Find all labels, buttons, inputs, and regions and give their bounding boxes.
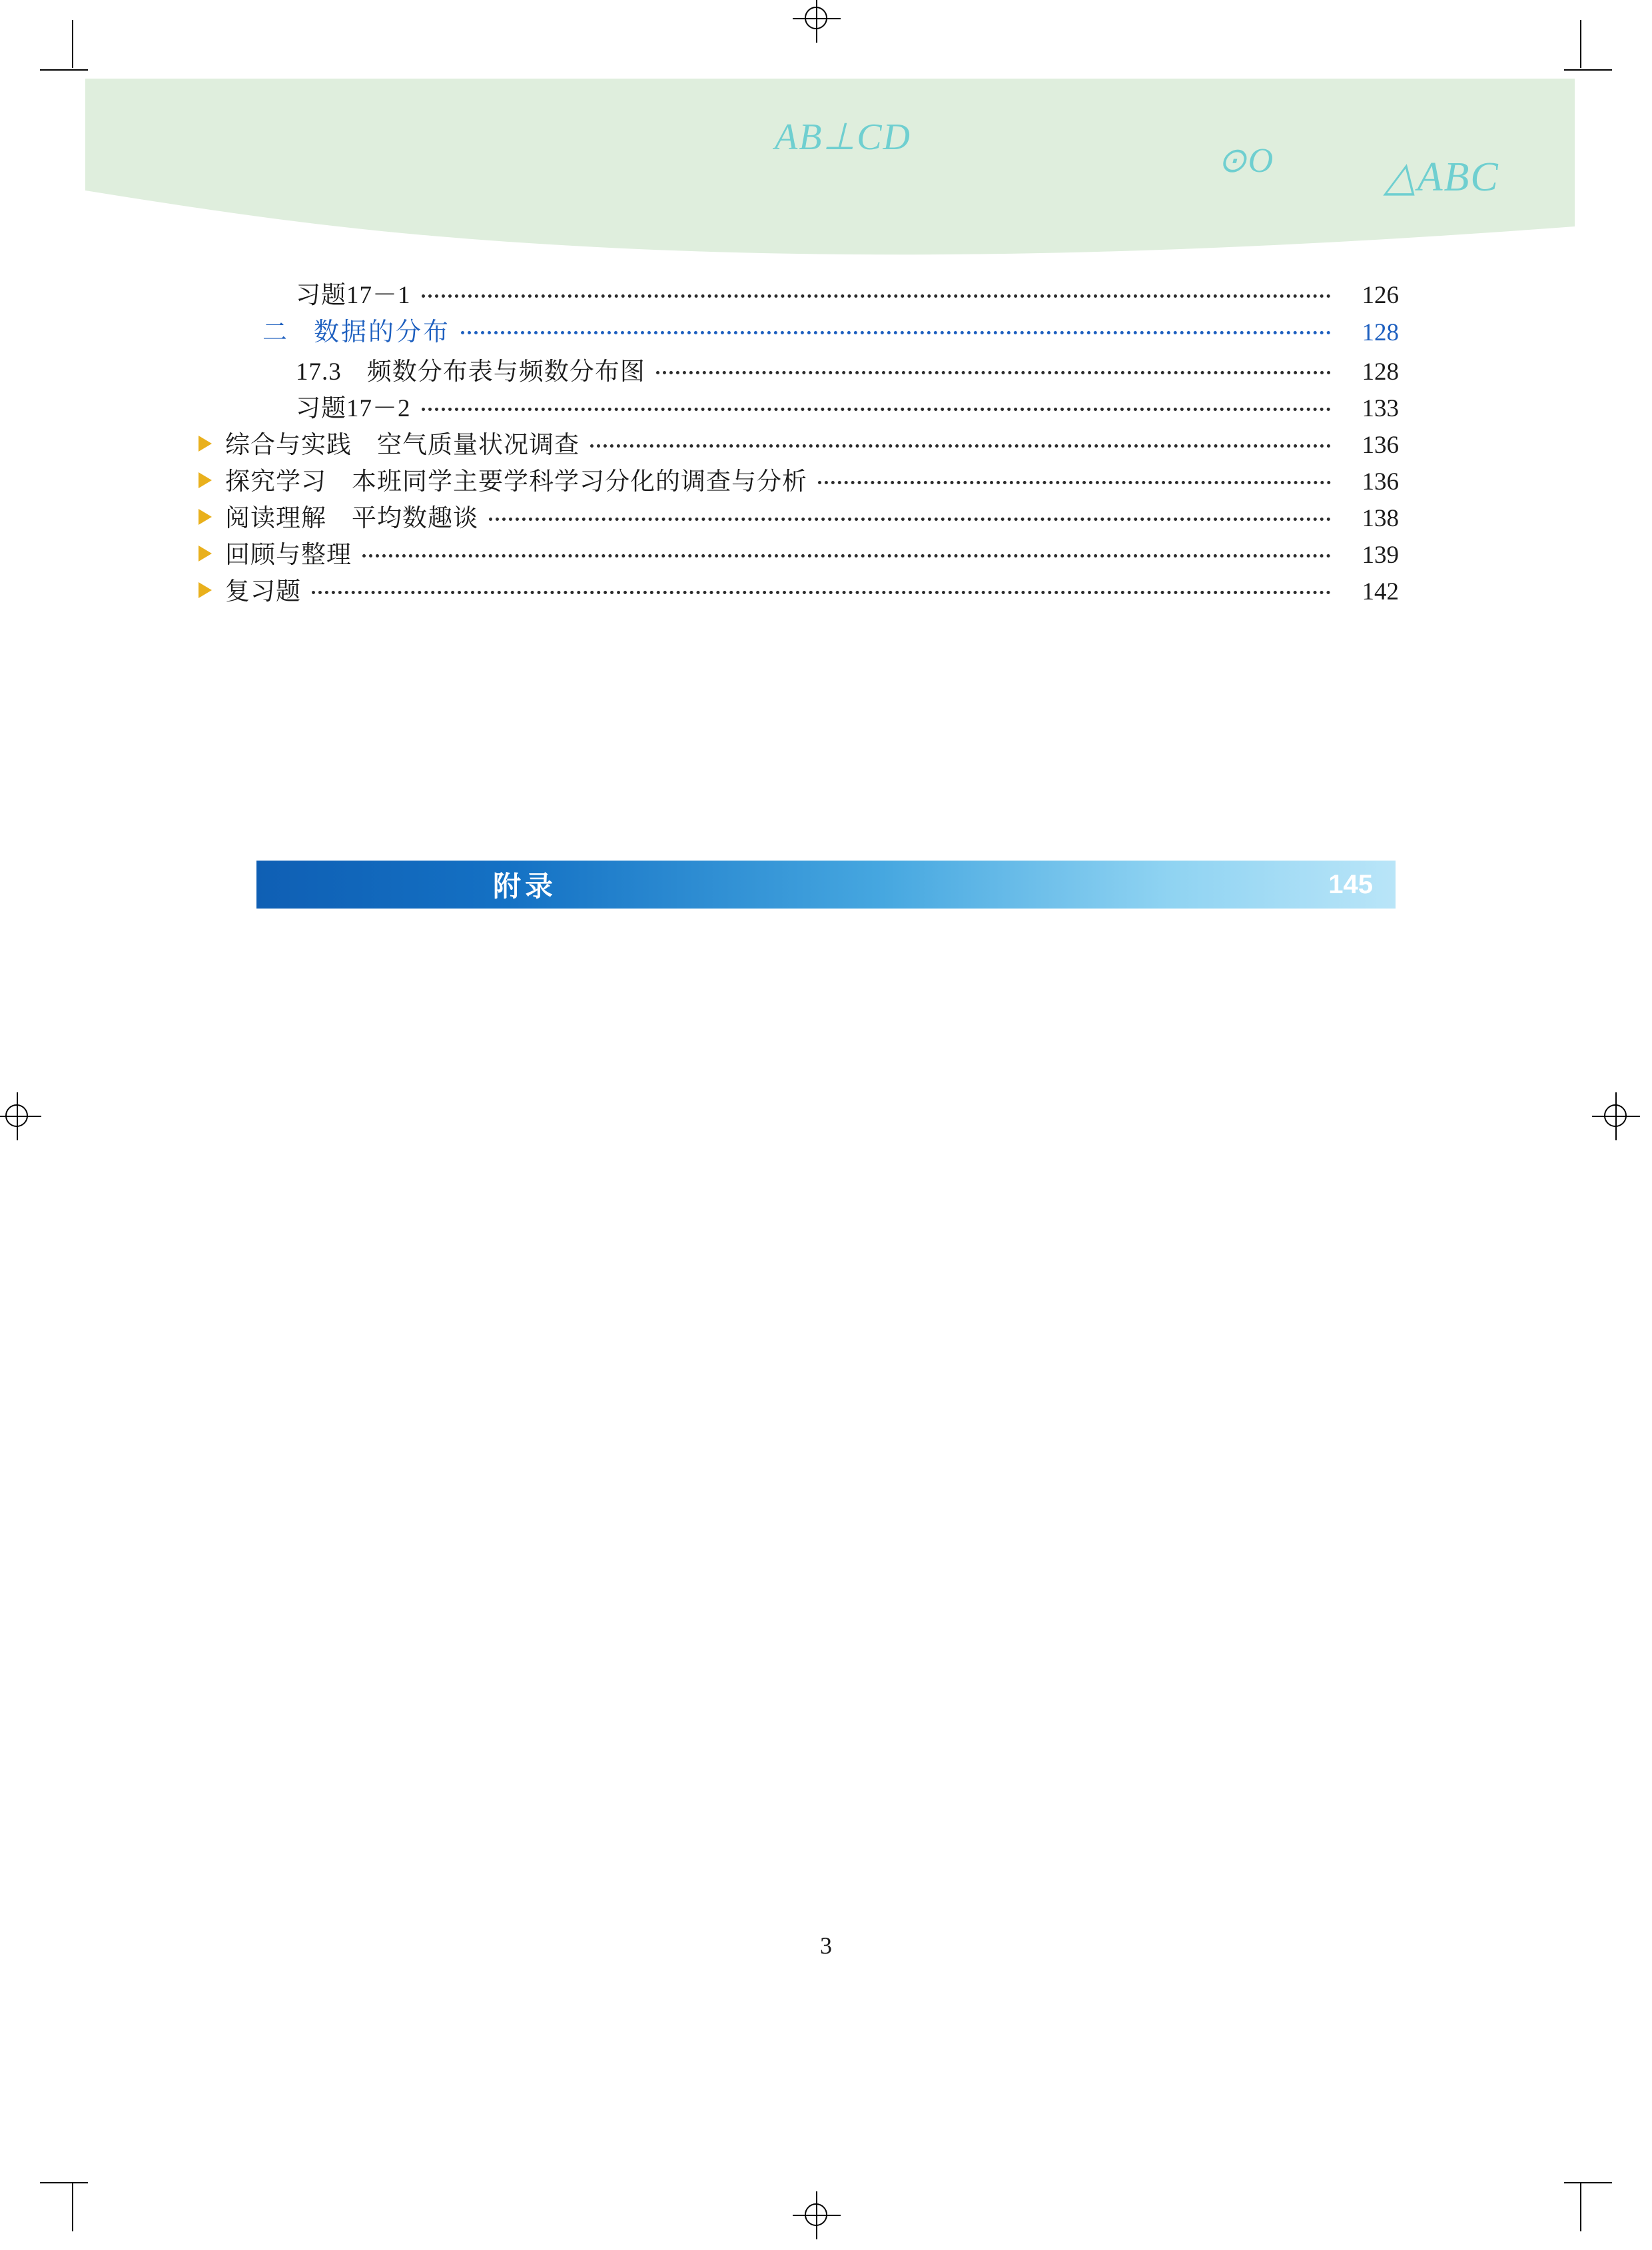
registration-mark-right bbox=[1592, 1092, 1640, 1140]
triangle-bullet-icon bbox=[193, 471, 217, 490]
toc-entry-label: 综合与实践 空气质量状况调查 bbox=[225, 432, 580, 459]
toc-entry-page: 138 bbox=[1362, 505, 1399, 532]
appendix-section-bar[interactable] bbox=[256, 861, 1396, 909]
toc-entry-label: 17.3 频数分布表与频数分布图 bbox=[296, 358, 645, 386]
registration-mark-left bbox=[0, 1092, 41, 1140]
toc-entry-label: 回顾与整理 bbox=[225, 542, 352, 569]
toc-entry-page: 136 bbox=[1362, 468, 1399, 496]
appendix-page-number: 145 bbox=[1328, 869, 1373, 899]
toc-row[interactable] bbox=[253, 396, 1399, 421]
triangle-bullet-icon bbox=[193, 581, 217, 599]
crop-mark-bottom-right bbox=[1539, 2158, 1612, 2231]
toc-part-page: 128 bbox=[1362, 319, 1399, 346]
dot-leader bbox=[362, 552, 1331, 559]
dot-leader bbox=[656, 369, 1331, 376]
toc-row[interactable] bbox=[193, 433, 1399, 458]
page-number: 3 bbox=[820, 1932, 832, 1959]
toc-entry-page: 133 bbox=[1362, 395, 1399, 422]
registration-mark-top bbox=[793, 0, 841, 43]
dot-leader bbox=[461, 329, 1331, 336]
dot-leader bbox=[422, 292, 1332, 299]
table-of-contents bbox=[225, 282, 1399, 616]
toc-row[interactable] bbox=[253, 283, 1399, 308]
toc-entry-page: 136 bbox=[1362, 432, 1399, 459]
toc-entry-label: 探究学习 本班同学主要学科学习分化的调查与分析 bbox=[225, 468, 807, 496]
toc-row[interactable] bbox=[253, 360, 1399, 384]
triangle-bullet-icon bbox=[193, 508, 217, 526]
crop-mark-bottom-left bbox=[40, 2158, 113, 2231]
band-formula-3: △ABC bbox=[1384, 155, 1499, 200]
registration-mark-bottom bbox=[793, 2191, 841, 2239]
toc-row[interactable] bbox=[193, 470, 1399, 494]
header-decorative-band bbox=[85, 79, 1575, 312]
toc-entry-label: 习题17－2 bbox=[296, 395, 411, 422]
dot-leader bbox=[489, 516, 1331, 522]
toc-row[interactable] bbox=[193, 579, 1399, 604]
toc-entry-page: 126 bbox=[1362, 282, 1399, 309]
toc-entry-page: 142 bbox=[1362, 578, 1399, 605]
toc-entry-label: 习题17－1 bbox=[296, 282, 411, 309]
dot-leader bbox=[312, 589, 1331, 595]
toc-entry-label: 阅读理解 平均数趣谈 bbox=[225, 505, 478, 532]
toc-part-row[interactable] bbox=[253, 320, 1399, 345]
triangle-bullet-icon bbox=[193, 544, 217, 563]
dot-leader bbox=[422, 406, 1332, 412]
toc-entry-page: 128 bbox=[1362, 358, 1399, 386]
toc-entry-page: 139 bbox=[1362, 542, 1399, 569]
toc-entry-label: 复习题 bbox=[225, 578, 301, 605]
dot-leader bbox=[590, 442, 1331, 449]
triangle-bullet-icon bbox=[193, 434, 217, 453]
toc-row[interactable] bbox=[193, 506, 1399, 531]
dot-leader bbox=[818, 479, 1331, 486]
appendix-title: 附录 bbox=[493, 871, 558, 902]
toc-part-number: 二 bbox=[262, 319, 287, 346]
toc-part-title: 数据的分布 bbox=[314, 318, 451, 346]
toc-row[interactable] bbox=[193, 543, 1399, 567]
band-formula-1: AB⊥CD bbox=[775, 117, 911, 158]
band-formula-2: ⊙O bbox=[1218, 142, 1275, 180]
